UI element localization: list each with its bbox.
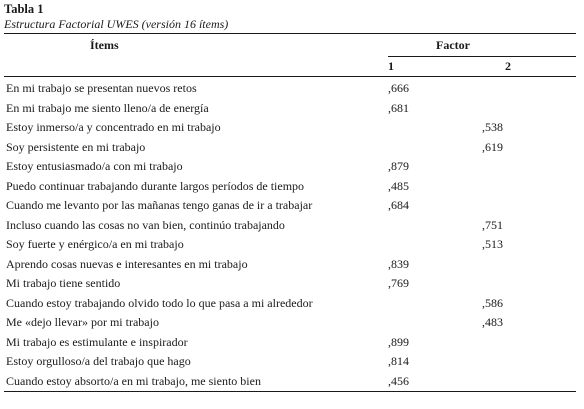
factor-2-value [480, 157, 576, 177]
table-title: Estructura Factorial UWES (versión 16 ítems) [4, 17, 229, 31]
factor-2-value [480, 372, 576, 392]
factor-2-value: ,751 [482, 217, 503, 232]
factor-1-value [388, 216, 480, 236]
factor-2-value: ,619 [482, 139, 503, 154]
factor-1-value: ,769 [388, 276, 409, 291]
table-row [4, 99, 576, 119]
table-row [4, 216, 576, 236]
bottom-rule [4, 391, 576, 392]
item-cell: Incluso cuando las cosas no van bien, continúo trabajando [6, 217, 285, 232]
factor-1-value [388, 118, 480, 138]
table-container [4, 2, 578, 392]
table-row [4, 77, 576, 99]
factor-2-value: ,538 [482, 120, 503, 135]
item-cell: Mi trabajo es estimulante e inspirador [6, 334, 188, 349]
table-row [4, 196, 576, 216]
factor-1-header: 1 [388, 57, 480, 77]
factor-header: Factor [436, 37, 470, 52]
factor-2-value [480, 99, 576, 119]
table-row [4, 294, 576, 314]
table-row [4, 274, 576, 294]
factor-2-value: ,483 [482, 315, 503, 330]
item-cell: Estoy inmerso/a y concentrado en mi trabajo [6, 120, 221, 135]
item-cell: Estoy entusiasmado/a con mi trabajo [6, 159, 183, 174]
factor-2-value [480, 77, 576, 99]
item-cell: Cuando estoy absorto/a en mi trabajo, me siento bien [6, 373, 261, 388]
factor-2-value [480, 274, 576, 294]
factor-1-value [388, 313, 480, 333]
table-number: Tabla 1 [4, 2, 44, 16]
item-cell: Mi trabajo tiene sentido [6, 276, 121, 291]
header-row-2 [4, 57, 576, 77]
item-cell: Aprendo cosas nuevas e interesantes en mi trabajo [6, 256, 248, 271]
factor-2-value [480, 255, 576, 275]
factor-1-value: ,485 [388, 178, 409, 193]
table-row [4, 138, 576, 158]
factor-1-value: ,684 [388, 198, 409, 213]
factor-2-value [480, 177, 576, 197]
table-row [4, 157, 576, 177]
factor-2-value [480, 196, 576, 216]
item-cell: Cuando me levanto por las mañanas tengo ganas de ir a trabajar [6, 198, 313, 213]
items-header-spacer [4, 57, 388, 77]
factor-1-value [388, 294, 480, 314]
factor-table [4, 34, 576, 76]
items-header: Ítems [90, 37, 119, 52]
item-cell: Estoy orgulloso/a del trabajo que hago [6, 354, 191, 369]
header-row-1 [4, 34, 576, 57]
factor-2-header: 2 [480, 57, 576, 77]
factor-1-value: ,681 [388, 100, 409, 115]
table-row [4, 118, 576, 138]
item-cell: Me «dejo llevar» por mi trabajo [6, 315, 159, 330]
table-row [4, 177, 576, 197]
table-row [4, 235, 576, 255]
factor-2-value: ,513 [482, 237, 503, 252]
item-cell: Cuando estoy trabajando olvido todo lo que pasa a mi alrededor [6, 295, 313, 310]
table-row [4, 313, 576, 333]
item-cell: Puedo continuar trabajando durante largos períodos de tiempo [6, 178, 305, 193]
factor-1-value: ,899 [388, 334, 409, 349]
item-cell: En mi trabajo me siento lleno/a de energía [6, 100, 209, 115]
factor-1-value: ,814 [388, 354, 409, 369]
factor-1-value: ,456 [388, 373, 409, 388]
item-cell: Soy fuerte y enérgico/a en mi trabajo [6, 237, 184, 252]
factor-1-value [388, 138, 480, 158]
factor-2-value [480, 333, 576, 353]
factor-table-body [4, 77, 576, 391]
table-row [4, 255, 576, 275]
table-row [4, 333, 576, 353]
item-cell: En mi trabajo se presentan nuevos retos [6, 81, 197, 96]
factor-2-value [480, 352, 576, 372]
factor-2-value: ,586 [482, 295, 503, 310]
factor-1-value: ,879 [388, 159, 409, 174]
factor-1-value: ,666 [388, 81, 409, 96]
item-cell: Soy persistente en mi trabajo [6, 139, 146, 154]
factor-1-value: ,839 [388, 256, 409, 271]
factor-1-value [388, 235, 480, 255]
table-row [4, 352, 576, 372]
table-row [4, 372, 576, 392]
